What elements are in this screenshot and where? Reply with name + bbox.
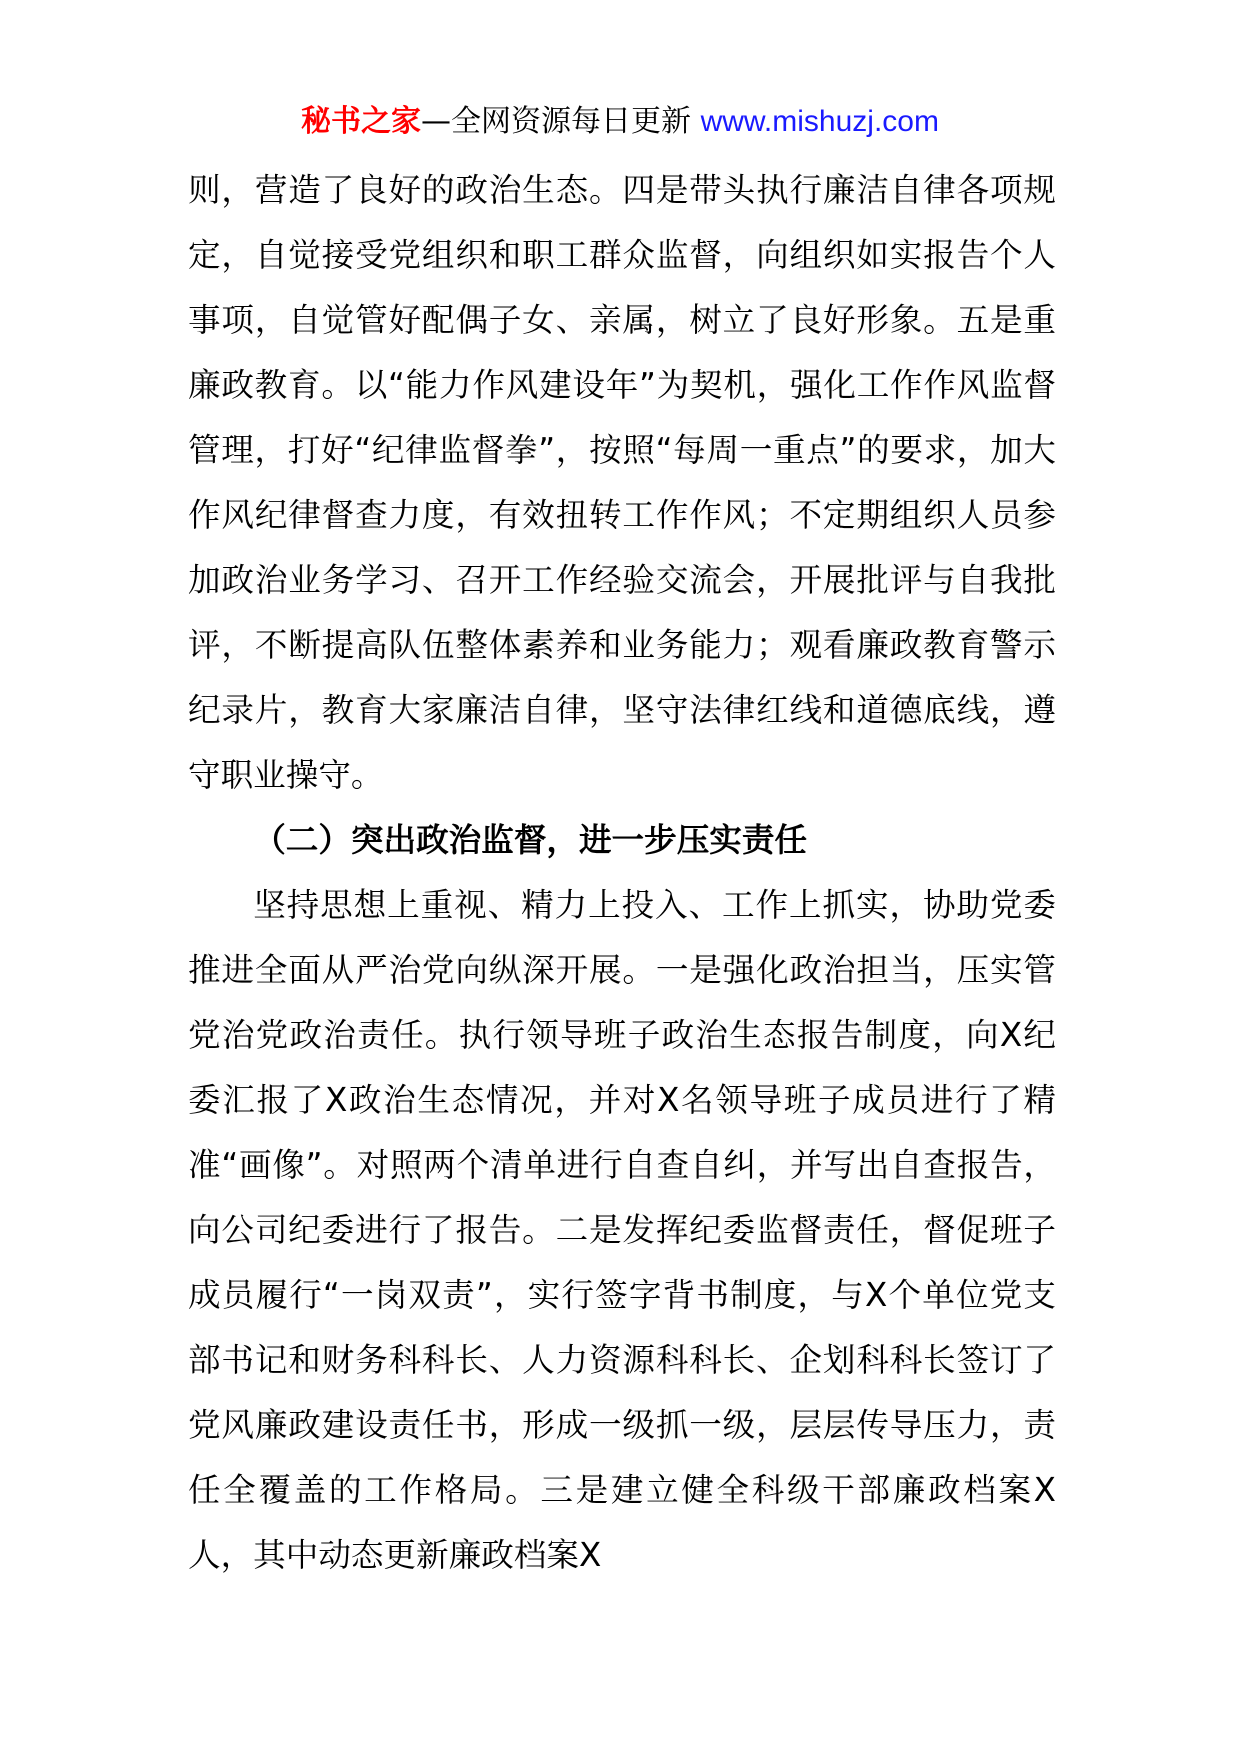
section-heading: （二）突出政治监督，进一步压实责任 <box>253 821 808 859</box>
header-tagline: —全网资源每日更新 <box>421 104 701 139</box>
header-site-link[interactable]: www.mishuzj.com <box>700 105 939 138</box>
page-header <box>0 100 1240 144</box>
document-body <box>188 158 1056 1588</box>
paragraph-continued: 则，营造了良好的政治生态。四是带头执行廉洁自律各项规定，自觉接受党组织和职工群众监督，向组织如实报告个人事项，自觉管好配偶子女、亲属，树立了良好形象。五是重廉政教育。以“能力作风建设年”为契机，强化工作作风监督管理，打好“纪律监督拳”，按照“每周一重点”的要求，加大作风纪律督查力度，有效扭转工作作风；不定期组织人员参加政治业务学习、召开工作经验交流会，开展批评与自我批评，不断提高队伍整体素养和业务能力；观看廉政教育警示纪录片，教育大家廉洁自律，坚守法律红线和道德底线，遵守职业操守。 <box>188 171 1056 794</box>
header-brand: 秘书之家 <box>301 104 422 139</box>
paragraph-section-two: 坚持思想上重视、精力上投入、工作上抓实，协助党委推进全面从严治党向纵深开展。一是强化政治担当，压实管党治党政治责任。执行领导班子政治生态报告制度，向X纪委汇报了X政治生态情况，并对X名领导班子成员进行了精准“画像”。对照两个清单进行自查自纠，并写出自查报告，向公司纪委进行了报告。二是发挥纪委监督责任，督促班子成员履行“一岗双责”，实行签字背书制度，与X个单位党支部书记和财务科科长、人力资源科科长、企划科科长签订了党风廉政建设责任书，形成一级抓一级，层层传导压力，责任全覆盖的工作格局。三是建立健全科级干部廉政档案X人，其中动态更新廉政档案X <box>188 886 1056 1574</box>
